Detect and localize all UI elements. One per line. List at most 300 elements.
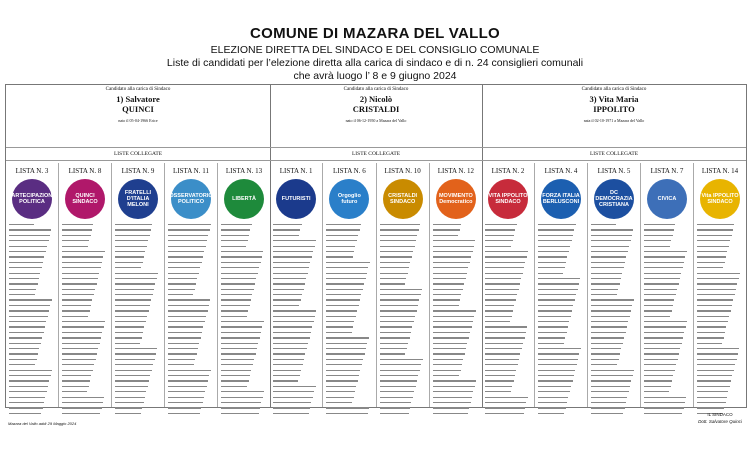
candidate-name-line <box>326 316 356 317</box>
candidate-name-line <box>697 251 727 252</box>
candidate-name-line <box>168 283 196 284</box>
candidate-name-line <box>380 289 423 290</box>
candidate-name: 3) Vita Maria <box>589 94 639 104</box>
candidate-name-line <box>326 353 364 354</box>
candidate-name-line <box>326 235 358 236</box>
candidate-name-line <box>326 380 357 381</box>
candidate-name-line <box>697 278 739 279</box>
candidate-name-line <box>168 375 209 376</box>
candidate-name-line <box>644 375 673 376</box>
candidate-name-line <box>9 273 40 274</box>
candidate-name-line <box>485 407 525 408</box>
candidate-name-line <box>485 294 517 295</box>
candidate-name-line <box>221 343 258 344</box>
candidate-name-line <box>591 294 617 295</box>
candidate-name-line <box>9 294 35 295</box>
candidate-name-line <box>115 224 152 225</box>
candidate-name-line <box>221 332 261 333</box>
candidate-name-line <box>62 256 103 257</box>
footer-date: Mazara del Vallo addì 29 Maggio 2024 <box>8 421 77 426</box>
candidate-name-line <box>380 278 407 279</box>
candidate-name-line <box>433 278 466 279</box>
candidate-name-line <box>168 370 211 371</box>
candidate-name-line <box>380 402 412 403</box>
candidate-name-line <box>433 289 463 290</box>
candidate-name-line <box>485 337 525 338</box>
subtitle-line-3: che avrà luogo l’ 8 e 9 giugno 2024 <box>293 70 457 82</box>
candidate-name-line <box>273 273 308 274</box>
candidate-name-line <box>115 240 148 241</box>
candidate-name-line <box>221 413 259 414</box>
candidate-name-line <box>433 343 468 344</box>
liste-collegate-label: LISTE COLLEGATE <box>482 147 746 161</box>
candidate-name-line <box>644 343 682 344</box>
candidate-surname: IPPOLITO <box>593 104 635 114</box>
candidate-name-line <box>591 316 630 317</box>
candidate-name-line <box>538 283 579 284</box>
candidate-name-line <box>115 337 142 338</box>
list-label: LISTA N. 14 <box>701 167 739 175</box>
candidate-name-line <box>380 326 413 327</box>
candidate-names-list <box>485 224 531 414</box>
candidate-name-line <box>644 359 678 360</box>
candidate-name-line <box>221 375 250 376</box>
candidate-name-line <box>380 370 420 371</box>
candidate-name-line <box>168 380 208 381</box>
candidate-name-line <box>9 229 51 230</box>
list-column <box>430 163 482 407</box>
candidate-name-line <box>326 359 363 360</box>
candidate-name-line <box>168 402 203 403</box>
list-label: LISTA N. 3 <box>15 167 49 175</box>
subtitle-line-1: ELEZIONE DIRETTA DEL SINDACO E DEL CONSIGLIO COMUNALE <box>210 44 540 56</box>
list-column <box>59 163 112 407</box>
candidate-name-line <box>9 359 37 360</box>
candidate-name-line <box>168 278 197 279</box>
candidate-name-line <box>433 391 474 392</box>
candidate-name-line <box>9 246 47 247</box>
candidate-name-line <box>538 289 578 290</box>
candidate-name-line <box>591 337 624 338</box>
candidate-name-line <box>326 267 368 268</box>
candidate-name-line <box>115 256 144 257</box>
candidate-name-line <box>433 413 468 414</box>
party-logo: QUINCI SINDACO <box>65 179 105 219</box>
candidate-name-line <box>326 402 352 403</box>
candidate-name-line <box>485 353 520 354</box>
candidate-name-line <box>221 353 256 354</box>
candidate-name-line <box>433 402 471 403</box>
candidate-name-line <box>326 283 364 284</box>
candidate-name-line <box>115 299 151 300</box>
footer-sindaco-label: IL SINDACO <box>707 412 733 417</box>
candidate-name-line <box>644 321 687 322</box>
candidate-name-line <box>591 240 631 241</box>
candidate-name-line <box>485 305 514 306</box>
candidate-name-line <box>538 305 573 306</box>
candidate-name-line <box>221 299 251 300</box>
candidate-name-line <box>644 332 684 333</box>
candidate-name-line <box>380 386 416 387</box>
liste-collegate-label: LISTE COLLEGATE <box>270 147 482 161</box>
candidate-name-line <box>62 337 101 338</box>
candidate-name-line <box>380 337 410 338</box>
candidate-name-line <box>168 332 202 333</box>
candidate-name-line <box>326 273 367 274</box>
list-column <box>694 163 746 407</box>
candidate-name-line <box>9 256 44 257</box>
candidate-name-line <box>591 299 634 300</box>
list-column <box>112 163 165 407</box>
candidate-name-line <box>591 380 631 381</box>
candidate-name-line <box>380 273 408 274</box>
candidate-name-line <box>273 316 315 317</box>
candidate-name-line <box>273 321 314 322</box>
candidate-name-line <box>115 407 142 408</box>
candidate-name-line <box>9 326 45 327</box>
candidate-name-line <box>380 246 415 247</box>
candidate-name-line <box>115 273 158 274</box>
candidate-name-line <box>380 251 414 252</box>
candidate-for: Candidato alla carica di Sindaco <box>581 87 647 92</box>
candidate-name-line <box>380 359 423 360</box>
candidate-name-line <box>485 246 511 247</box>
list-column <box>535 163 588 407</box>
candidate-name-line <box>326 256 352 257</box>
candidate-name-line <box>221 283 255 284</box>
candidate-name-line <box>62 364 94 365</box>
candidate-name-line <box>591 413 623 414</box>
candidate-name-line <box>273 229 300 230</box>
candidate-name-line <box>697 246 729 247</box>
candidate-name-line <box>115 235 150 236</box>
candidate-name-line <box>62 353 97 354</box>
candidate-name-line <box>326 386 356 387</box>
candidate-name-line <box>485 332 526 333</box>
candidate-name-line <box>273 353 305 354</box>
candidate-name-line <box>62 278 98 279</box>
candidate-name-line <box>326 348 366 349</box>
candidate-name-line <box>538 229 574 230</box>
candidate-name: 2) Nicolò <box>359 94 393 104</box>
candidate-name-line <box>485 413 524 414</box>
candidate-name-line <box>115 375 150 376</box>
candidate-name-line <box>433 267 469 268</box>
party-logo: Vita IPPOLITO SINDACO <box>700 179 740 219</box>
candidate-name-line <box>221 337 260 338</box>
candidate-name-line <box>62 229 92 230</box>
candidate-name-line <box>62 273 99 274</box>
candidate-name-line <box>538 235 573 236</box>
candidate-header <box>6 87 270 123</box>
candidate-name-line <box>485 251 528 252</box>
candidate-name-line <box>221 370 251 371</box>
candidate-name-line <box>326 289 363 290</box>
candidate-name-line <box>62 224 93 225</box>
candidate-names-list <box>644 224 690 414</box>
subtitle-line-2: Liste di candidati per l’elezione diretta alla carica di sindaco e di n. 24 consiglieri comunali <box>166 57 584 69</box>
candidate-name-line <box>644 402 685 403</box>
candidate-name-line <box>697 326 726 327</box>
list-group <box>270 163 482 407</box>
candidate-name-line <box>697 402 726 403</box>
candidate-name-line <box>644 316 670 317</box>
party-logo: VITA IPPOLITO SINDACO <box>488 179 528 219</box>
candidate-name-line <box>433 299 460 300</box>
candidate-name-line <box>326 326 353 327</box>
candidate-name-line <box>433 326 472 327</box>
candidate-name-line <box>168 289 195 290</box>
candidate-name-line <box>221 278 256 279</box>
candidate-name-line <box>221 289 254 290</box>
candidate-name-line <box>273 256 312 257</box>
candidate-name-line <box>433 386 475 387</box>
candidate-name-line <box>168 343 199 344</box>
candidate-name-line <box>221 229 250 230</box>
candidate-name-line <box>644 294 676 295</box>
candidate-name-line <box>538 413 564 414</box>
party-logo: FRATELLI D'ITALIA MELONI <box>118 179 158 219</box>
candidate-name-line <box>168 299 210 300</box>
candidate-name-line <box>591 262 625 263</box>
candidate-name-line <box>485 316 512 317</box>
candidate-name-line <box>115 380 149 381</box>
candidate-name-line <box>115 305 150 306</box>
candidate-name-line <box>168 386 207 387</box>
candidate-names-list <box>273 224 319 414</box>
candidate-name-line <box>697 375 732 376</box>
candidate-name-line <box>115 413 141 414</box>
candidate-name-line <box>273 364 303 365</box>
candidate-name-line <box>380 348 407 349</box>
candidate-name-line <box>644 364 676 365</box>
candidate-name-line <box>273 240 316 241</box>
candidate-name-line <box>644 229 674 230</box>
candidate-name-line <box>697 386 730 387</box>
candidate-name-line <box>644 305 673 306</box>
candidate-name-line <box>326 343 367 344</box>
candidate-name-line <box>380 240 417 241</box>
candidate-name-line <box>644 413 682 414</box>
party-logo: OSSERVATORIO POLITICO <box>171 179 211 219</box>
candidate-name-line <box>538 359 578 360</box>
candidate-name-line <box>273 337 310 338</box>
candidate-name-line <box>538 375 574 376</box>
candidate-name-line <box>591 370 634 371</box>
candidate-name-line <box>9 402 44 403</box>
candidate-name-line <box>485 310 513 311</box>
candidate-name-line <box>485 402 526 403</box>
candidate-name-line <box>433 397 472 398</box>
candidate-name-line <box>221 267 259 268</box>
candidate-name-line <box>485 326 527 327</box>
candidate-name-line <box>168 316 206 317</box>
candidate-name-line <box>697 321 728 322</box>
candidate-name-line <box>326 305 358 306</box>
candidate-name-line <box>485 343 523 344</box>
candidate-name-line <box>380 343 409 344</box>
candidate-name-line <box>168 407 201 408</box>
candidate-name-line <box>433 310 476 311</box>
candidate-name-line <box>273 294 302 295</box>
candidate-name-line <box>538 321 569 322</box>
candidate-names-list <box>380 224 426 414</box>
candidate-name-line <box>591 229 633 230</box>
list-label: LISTA N. 6 <box>333 167 366 175</box>
candidate-name-line <box>433 375 459 376</box>
candidate-name-line <box>115 267 141 268</box>
candidate-name-line <box>485 278 521 279</box>
candidate-name-line <box>380 407 411 408</box>
candidate-name-line <box>9 375 51 376</box>
candidate-name-line <box>115 397 145 398</box>
candidate-name-line <box>326 294 361 295</box>
candidate-name: 1) Salvatore <box>116 94 160 104</box>
candidate-name-line <box>221 391 264 392</box>
candidate-name-line <box>9 262 43 263</box>
candidate-name-line <box>273 278 306 279</box>
candidate-name-line <box>697 343 722 344</box>
candidate-name-line <box>538 353 579 354</box>
candidate-name-line <box>644 273 681 274</box>
candidate-name-line <box>591 246 629 247</box>
list-label: LISTA N. 4 <box>544 167 578 175</box>
candidate-name-line <box>221 256 262 257</box>
candidate-name-line <box>591 407 625 408</box>
candidate-name-line <box>62 316 88 317</box>
list-column <box>641 163 694 407</box>
party-logo: CIVICA <box>647 179 687 219</box>
candidate-name-line <box>62 299 92 300</box>
candidate-name-line <box>168 294 193 295</box>
candidate-name-line <box>115 370 152 371</box>
candidate-name-line <box>326 278 365 279</box>
candidate-name-line <box>62 359 96 360</box>
party-logo: PARTECIPAZIONE POLITICA <box>12 179 52 219</box>
candidate-name-line <box>62 326 104 327</box>
candidate-info: nata il 02-10-1971 a Mazara del Vallo <box>583 118 645 123</box>
candidate-name-line <box>644 251 687 252</box>
candidate-name-line <box>697 267 723 268</box>
candidate-name-line <box>221 348 257 349</box>
candidate-name-line <box>591 289 618 290</box>
candidate-name-line <box>9 305 50 306</box>
candidate-name-line <box>62 375 91 376</box>
candidate-name-line <box>433 305 459 306</box>
candidate-header <box>270 87 482 123</box>
candidate-name-line <box>591 391 629 392</box>
candidate-name-line <box>591 386 630 387</box>
candidate-name-line <box>9 337 42 338</box>
candidate-name-line <box>433 370 461 371</box>
candidate-name-line <box>326 246 355 247</box>
candidate-name-line <box>433 337 469 338</box>
candidate-name-line <box>326 224 361 225</box>
candidate-name-line <box>644 240 671 241</box>
party-logo: DC DEMOCRAZIA CRISTIANA <box>594 179 634 219</box>
candidate-name-line <box>221 262 261 263</box>
candidate-name-line <box>273 289 304 290</box>
party-logo: MOVIMENTO Democratico <box>436 179 476 219</box>
candidate-name-line <box>273 391 314 392</box>
candidate-name-line <box>9 343 41 344</box>
candidate-name-line <box>9 397 45 398</box>
candidate-name-line <box>273 343 308 344</box>
candidate-name-line <box>485 273 523 274</box>
candidate-name-line <box>273 375 300 376</box>
candidate-name-line <box>115 348 157 349</box>
candidate-name-line <box>380 267 410 268</box>
candidate-name-line <box>168 359 195 360</box>
candidate-for: Candidato alla carica di Sindaco <box>343 87 409 92</box>
candidate-name-line <box>273 251 313 252</box>
candidate-name-line <box>115 402 144 403</box>
candidate-name-line <box>115 332 143 333</box>
candidate-name-line <box>62 294 94 295</box>
candidate-name-line <box>9 310 49 311</box>
candidate-names-list <box>538 224 584 414</box>
candidate-name-line <box>591 332 626 333</box>
candidate-name-line <box>273 310 316 311</box>
candidate-name-line <box>538 343 564 344</box>
candidate-name-line <box>697 262 725 263</box>
candidate-name-line <box>538 326 568 327</box>
candidate-name-line <box>9 224 34 225</box>
candidate-name-line <box>62 305 91 306</box>
candidate-name-line <box>9 386 48 387</box>
candidate-name-line <box>538 299 575 300</box>
candidate-name-line <box>538 380 573 381</box>
liste-collegate-label: LISTE COLLEGATE <box>6 147 270 161</box>
candidate-name-line <box>221 246 246 247</box>
candidate-name-line <box>538 240 572 241</box>
candidate-section-1 <box>6 85 271 407</box>
candidate-names-list <box>62 224 108 414</box>
candidate-name-line <box>697 397 727 398</box>
candidate-name-line <box>644 348 680 349</box>
candidate-name-line <box>115 321 146 322</box>
candidate-name-line <box>433 246 474 247</box>
candidate-name-line <box>326 391 355 392</box>
candidate-name-line <box>485 364 518 365</box>
candidate-name-line <box>697 370 734 371</box>
candidate-name-line <box>644 407 684 408</box>
candidate-name-line <box>326 370 360 371</box>
candidate-name-line <box>326 413 368 414</box>
list-group <box>6 163 270 407</box>
candidate-name-line <box>591 310 631 311</box>
candidate-name-line <box>9 289 36 290</box>
candidate-name-line <box>591 397 627 398</box>
list-column <box>270 163 323 407</box>
candidate-name-line <box>221 240 248 241</box>
candidate-name-line <box>380 391 415 392</box>
party-logo: FORZA ITALIA BERLUSCONI <box>541 179 581 219</box>
candidate-name-line <box>221 294 252 295</box>
candidate-name-line <box>591 251 628 252</box>
list-label: LISTA N. 5 <box>597 167 631 175</box>
candidate-name-line <box>538 370 575 371</box>
candidate-name-line <box>115 353 156 354</box>
candidate-name-line <box>380 235 418 236</box>
candidate-name-line <box>221 310 248 311</box>
candidate-name-line <box>697 235 732 236</box>
candidate-name-line <box>115 278 157 279</box>
candidate-name-line <box>326 364 362 365</box>
candidate-name-line <box>273 224 302 225</box>
candidate-name-line <box>380 353 406 354</box>
candidate-name-line <box>9 240 49 241</box>
